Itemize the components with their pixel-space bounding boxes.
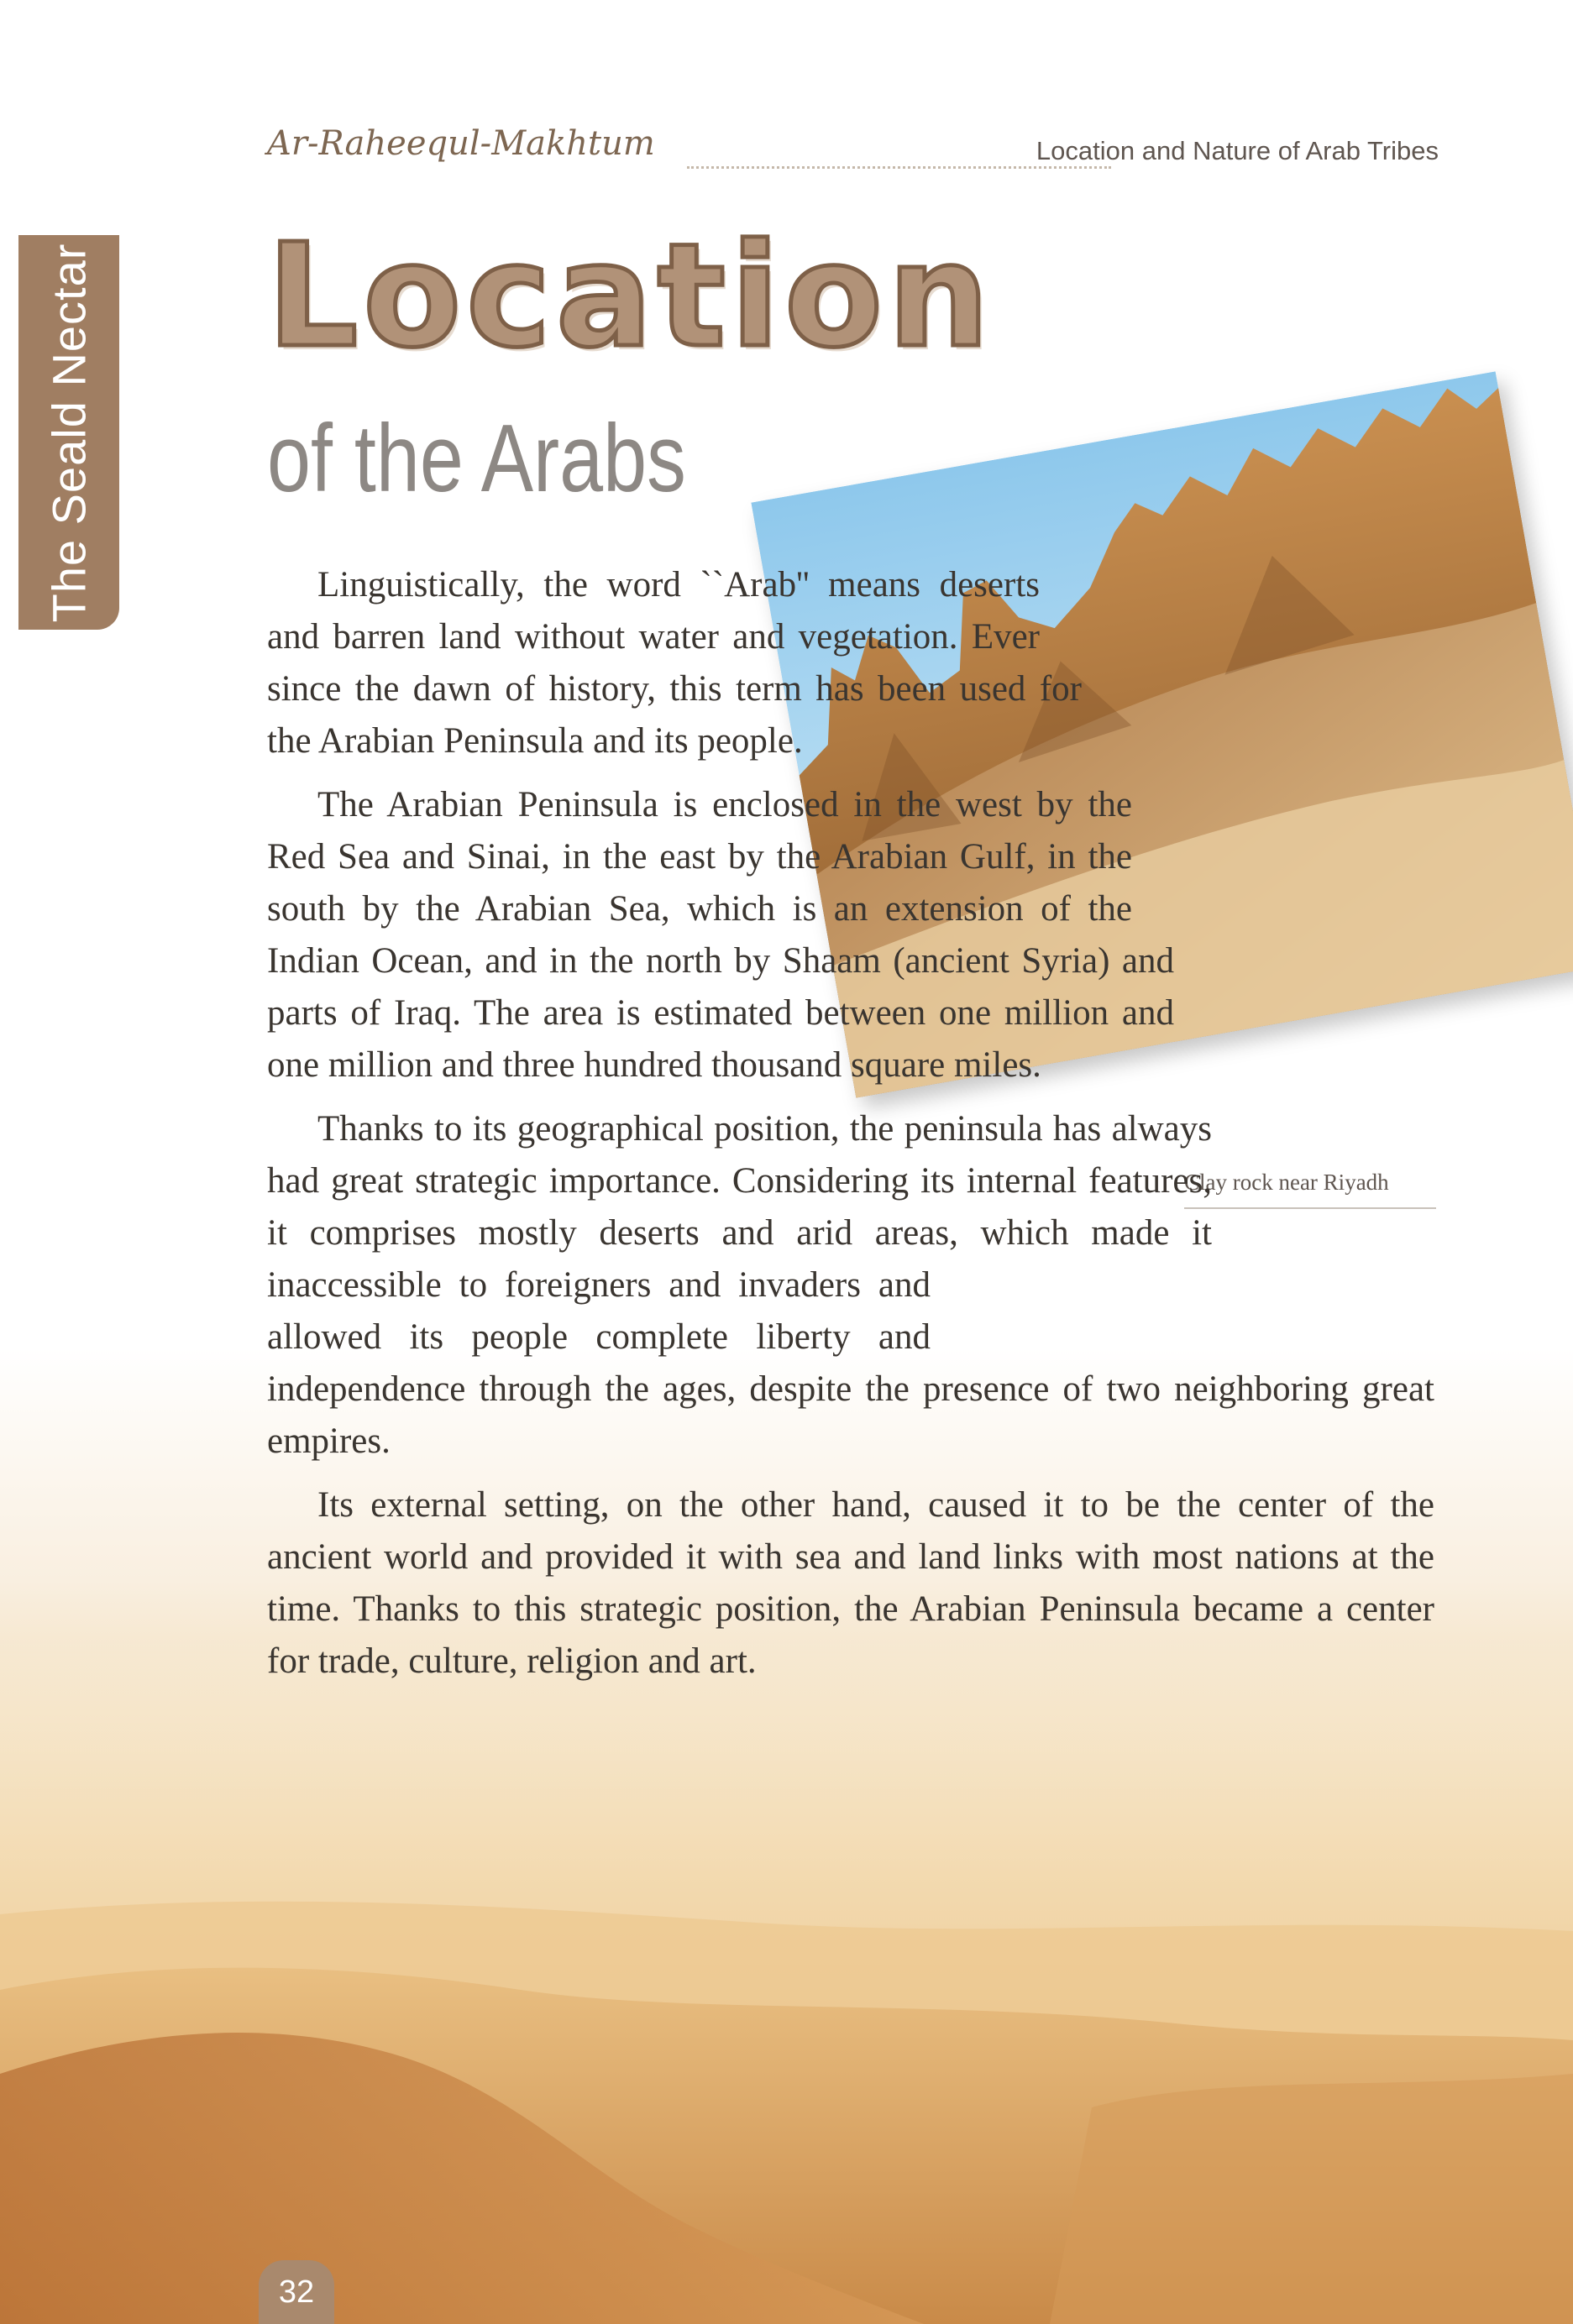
side-tab (18, 235, 119, 630)
page-title: Location (267, 213, 994, 379)
book-title: Ar-Raheequl-Makhtum (267, 124, 655, 163)
paragraph: Thanks to its geographical position, the peninsula has always had great strategic importance. Considering its internal features, it comprises mostly deserts and arid areas, which made it inaccessible to foreigners and invaders and allowed its people complete liberty and independence through the ages, despite the presence of two neighboring great empires. (267, 1109, 1434, 1461)
photo-caption: Clay rock near Riyadh (1184, 1170, 1436, 1209)
page-subtitle: of the Arabs (267, 406, 686, 512)
paragraph: Linguistically, the word ``Arab'' means deserts and barren land without water and vegetation. Ever since the dawn of history, this term has been used for the Arabian Peninsula and its people. (267, 565, 1082, 761)
chapter-title: Location and Nature of Arab Tribes (1036, 136, 1439, 165)
header-dotted-rule (687, 166, 1111, 169)
paragraph: The Arabian Peninsula is enclosed in the west by the Red Sea and Sinai, in the east by the Arabian Gulf, in the south by the Arabian Sea, which is an extension of the Indian Ocean, and in the north by Shaam (ancient Syria) and parts of Iraq. The area is estimated between one million and one million and three hundred thousand square miles. (267, 785, 1174, 1085)
article-body (267, 559, 1434, 1699)
page-number: 32 (259, 2260, 334, 2324)
desert-dunes-background (0, 1637, 1573, 2324)
running-head (267, 124, 1439, 183)
paragraph: Its external setting, on the other hand, caused it to be the center of the ancient world and provided it with sea and land links with most nations at the time. Thanks to this strategic position, the Arabian Peninsula became a center for trade, culture, religion and art. (267, 1485, 1434, 1681)
side-tab-label: The Seald Nectar (42, 243, 96, 622)
